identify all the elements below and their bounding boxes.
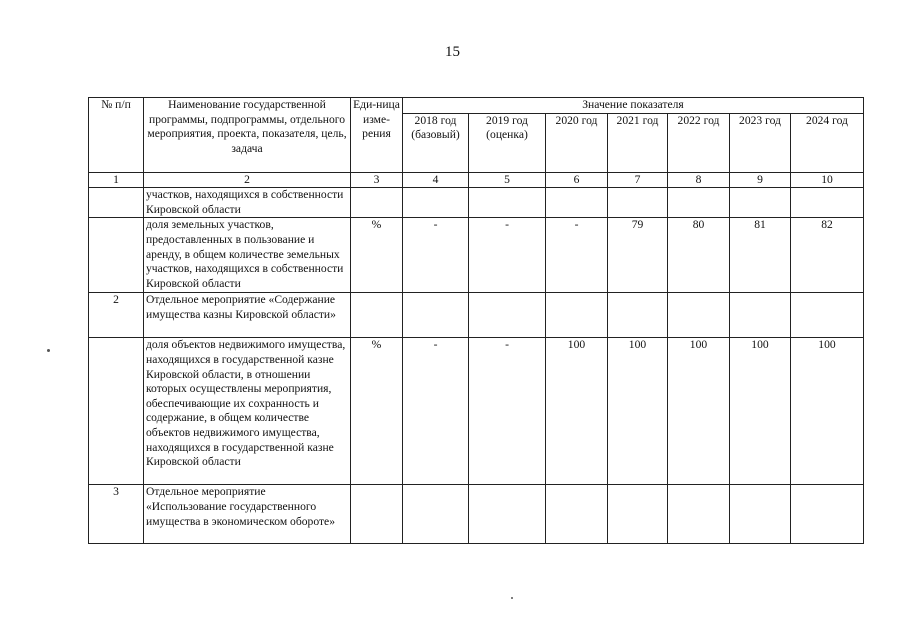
row-value: 80: [668, 218, 730, 293]
column-number: 3: [351, 172, 403, 188]
column-number: 7: [608, 172, 668, 188]
table-row: [89, 188, 864, 218]
row-value: -: [469, 338, 546, 485]
header-year: 2022 год: [668, 113, 730, 172]
row-value: [469, 485, 546, 544]
row-value: [668, 293, 730, 338]
row-num: 2: [89, 293, 144, 338]
scan-speck: [47, 349, 50, 352]
row-name: доля объектов недвижимого имущества, находящихся в государственной казне Кировской области, в отношении которых осуществлены мероприятия, обеспечивающие их сохранность и содержание, в общем количестве объектов недвижимого имущества, находящихся в государственной казне Кировской области: [144, 338, 351, 485]
row-value: 82: [791, 218, 864, 293]
row-value: -: [403, 218, 469, 293]
row-unit: [351, 188, 403, 218]
row-name: Отдельное мероприятие «Содержание имущества казны Кировской области»: [144, 293, 351, 338]
table-row: [89, 485, 864, 544]
row-value: -: [403, 338, 469, 485]
row-value: -: [546, 218, 608, 293]
table-row: [89, 338, 864, 485]
row-value: [608, 188, 668, 218]
row-value: [668, 485, 730, 544]
row-value: [546, 293, 608, 338]
row-value: [403, 293, 469, 338]
row-value: [403, 188, 469, 218]
row-name: Отдельное мероприятие «Использование государственного имущества в экономическом обороте»: [144, 485, 351, 544]
header-unit: Еди-ница изме-рения: [351, 98, 403, 173]
row-value: 81: [730, 218, 791, 293]
column-number-row: [89, 172, 864, 188]
row-value: [730, 293, 791, 338]
table-row: [89, 218, 864, 293]
header-year: 2020 год: [546, 113, 608, 172]
row-value: [403, 485, 469, 544]
column-number: 8: [668, 172, 730, 188]
row-unit: [351, 485, 403, 544]
row-value: [668, 188, 730, 218]
row-unit: [351, 293, 403, 338]
header-year: 2018 год (базовый): [403, 113, 469, 172]
row-value: [608, 485, 668, 544]
row-value: 100: [546, 338, 608, 485]
header-year: 2021 год: [608, 113, 668, 172]
row-value: [546, 485, 608, 544]
header-year: 2023 год: [730, 113, 791, 172]
indicators-table: [88, 97, 864, 544]
header-year: 2019 год (оценка): [469, 113, 546, 172]
column-number: 2: [144, 172, 351, 188]
row-value: -: [469, 218, 546, 293]
header-year: 2024 год: [791, 113, 864, 172]
column-number: 5: [469, 172, 546, 188]
row-value: [791, 188, 864, 218]
header-name: Наименование государственной программы, подпрограммы, отдельного мероприятия, проекта, показателя, цель, задача: [144, 98, 351, 173]
row-num: [89, 338, 144, 485]
row-value: 100: [730, 338, 791, 485]
header-values-title: Значение показателя: [403, 98, 864, 114]
row-num: [89, 188, 144, 218]
row-value: [546, 188, 608, 218]
column-number: 4: [403, 172, 469, 188]
row-value: 100: [608, 338, 668, 485]
row-value: [469, 293, 546, 338]
row-value: [791, 293, 864, 338]
header-num: № п/п: [89, 98, 144, 173]
column-number: 9: [730, 172, 791, 188]
row-num: [89, 218, 144, 293]
column-number: 6: [546, 172, 608, 188]
row-value: [791, 485, 864, 544]
table-row: [89, 293, 864, 338]
page-number: 15: [445, 44, 460, 60]
row-value: 79: [608, 218, 668, 293]
column-number: 10: [791, 172, 864, 188]
row-value: [730, 485, 791, 544]
column-number: 1: [89, 172, 144, 188]
row-value: 100: [791, 338, 864, 485]
row-unit: %: [351, 338, 403, 485]
row-value: [730, 188, 791, 218]
scan-speck: [511, 597, 513, 599]
row-value: 100: [668, 338, 730, 485]
row-num: 3: [89, 485, 144, 544]
row-value: [469, 188, 546, 218]
row-name: участков, находящихся в собственности Кировской области: [144, 188, 351, 218]
row-unit: %: [351, 218, 403, 293]
row-value: [608, 293, 668, 338]
row-name: доля земельных участков, предоставленных в пользование и аренду, в общем количестве земельных участков, находящихся в собственности Кировской области: [144, 218, 351, 293]
